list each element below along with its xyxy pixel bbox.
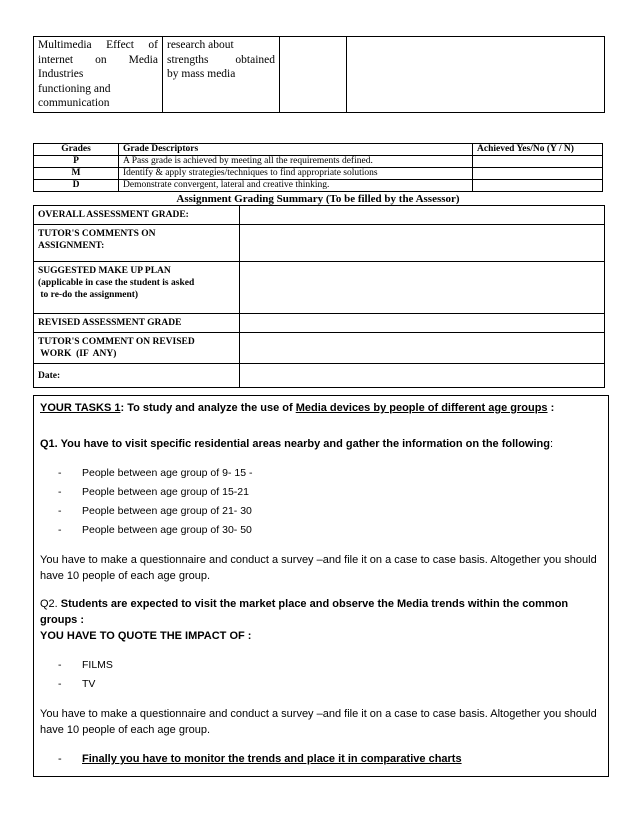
q2-impact-heading: YOU HAVE TO QUOTE THE IMPACT OF :: [40, 630, 252, 642]
grade-descriptor: A Pass grade is achieved by meeting all the requirements defined.: [119, 156, 473, 168]
dash-bullet: -: [58, 659, 62, 671]
dash-bullet: -: [58, 467, 62, 479]
grade-descriptor: Demonstrate convergent, lateral and creative thinking.: [119, 180, 473, 192]
achieved-header: Achieved Yes/No (Y / N): [473, 144, 603, 156]
grades-table: [33, 143, 603, 192]
label-line: TUTOR'S COMMENT ON REVISED: [38, 337, 195, 347]
list-item: [58, 521, 602, 540]
q2-text: [40, 596, 602, 628]
cell-line: communication: [38, 97, 110, 110]
label-line: SUGGESTED MAKE UP PLAN: [38, 266, 171, 276]
makeup-plan-label: [34, 262, 240, 314]
list-item-text: FILMS: [82, 659, 113, 671]
achieved-cell[interactable]: [473, 156, 603, 168]
overall-grade-value[interactable]: [240, 206, 605, 225]
list-item-text: People between age group of 21- 30: [82, 505, 252, 517]
criteria-cell-task: [163, 37, 280, 113]
summary-row: [34, 225, 605, 262]
list-item: [58, 502, 602, 521]
final-task-text: Finally you have to monitor the trends and place it in comparative charts: [82, 753, 462, 765]
revised-grade-label: [34, 314, 240, 333]
list-item: [58, 750, 602, 769]
survey-instructions-1: You have to make a questionnaire and conduct a survey –and file it on a case to case basis. Altogether you should have 10 people of each age group.: [40, 554, 597, 582]
grades-header-row: [34, 144, 603, 156]
age-group-list: [40, 464, 602, 540]
summary-row: [34, 364, 605, 388]
cell-line: research about: [167, 39, 234, 51]
cell-line: functioning and: [38, 82, 111, 95]
dash-bullet: -: [58, 486, 62, 498]
label-line: to re-do the assignment): [38, 290, 139, 300]
q1-end: :: [549, 438, 554, 450]
q2-bold: Students are expected to visit the market place and observe the Media trends within the common groups :: [40, 598, 569, 626]
grade-row: [34, 156, 603, 168]
overall-grade-label: [34, 206, 240, 225]
tasks-heading-topic: Media devices by people of different age groups: [295, 402, 548, 414]
label-line: (applicable in case the student is asked: [38, 278, 195, 288]
dash-bullet: -: [58, 678, 62, 690]
grade-row: [34, 180, 603, 192]
criteria-table: [33, 36, 605, 113]
cell-line: strengths obtained: [167, 53, 275, 66]
list-item-text: TV: [82, 678, 96, 690]
grade-letter: M: [34, 168, 119, 180]
achieved-cell[interactable]: [473, 168, 603, 180]
label-line: Date:: [38, 370, 61, 381]
dash-bullet: -: [58, 524, 62, 536]
grading-summary-table: [33, 205, 605, 388]
date-label: [34, 364, 240, 388]
cell-line: Multimedia Effect of: [38, 39, 158, 51]
label-line: WORK (IF ANY): [38, 349, 117, 359]
label-line: REVISED ASSESSMENT GRADE: [38, 318, 182, 328]
final-task-list: [40, 750, 602, 769]
list-item: [58, 656, 602, 675]
dash-bullet: -: [58, 505, 62, 517]
revised-grade-value[interactable]: [240, 314, 605, 333]
media-list: [40, 656, 602, 694]
criteria-cell-empty: [347, 37, 605, 113]
list-item: [58, 483, 602, 502]
summary-row: [34, 262, 605, 314]
q2-prefix: Q2.: [40, 598, 61, 610]
label-line: ASSIGNMENT:: [38, 241, 105, 251]
revised-comment-label: [34, 333, 240, 364]
date-value[interactable]: [240, 364, 605, 388]
achieved-cell[interactable]: [473, 180, 603, 192]
tutor-comments-value[interactable]: [240, 225, 605, 262]
grade-descriptor: Identify & apply strategies/techniques to find appropriate solutions: [119, 168, 473, 180]
summary-row: [34, 206, 605, 225]
cell-line: by mass media: [167, 68, 236, 81]
tasks-heading-text: : To study and analyze the use of: [120, 402, 296, 414]
cell-line: internet on Media: [38, 53, 158, 66]
q1-bold: Q1. You have to visit specific residential areas nearby and gather the information on the following: [40, 438, 550, 450]
dash-bullet: -: [58, 753, 62, 765]
list-item-text: People between age group of 9- 15 -: [82, 467, 253, 479]
tasks-heading: [40, 400, 602, 416]
criteria-cell-learning-outcome: [34, 37, 163, 113]
list-item: [58, 464, 602, 483]
tasks-heading-end: :: [547, 402, 555, 414]
grade-descriptors-header: Grade Descriptors: [119, 144, 473, 156]
list-item-text: People between age group of 30- 50: [82, 524, 252, 536]
label-line: OVERALL ASSESSMENT GRADE:: [38, 210, 189, 220]
q1-text: [40, 436, 602, 452]
tasks-label: YOUR TASKS 1: [40, 402, 121, 414]
summary-row: [34, 314, 605, 333]
list-item-text: People between age group of 15-21: [82, 486, 249, 498]
criteria-row: [34, 37, 605, 113]
survey-instructions-2: You have to make a questionnaire and conduct a survey –and file it on a case to case basis. Altogether you should have 10 people of each age group.: [40, 708, 597, 736]
grade-row: [34, 168, 603, 180]
revised-comment-value[interactable]: [240, 333, 605, 364]
list-item: [58, 675, 602, 694]
label-line: TUTOR'S COMMENTS ON: [38, 229, 156, 239]
grades-header: Grades: [34, 144, 119, 156]
summary-row: [34, 333, 605, 364]
cell-line: Industries: [38, 68, 84, 81]
tutor-comments-label: [34, 225, 240, 262]
summary-title: Assignment Grading Summary (To be filled by the Assessor): [176, 193, 460, 205]
tasks-box: [33, 395, 609, 777]
grade-letter: P: [34, 156, 119, 168]
grade-letter: D: [34, 180, 119, 192]
makeup-plan-value[interactable]: [240, 262, 605, 314]
criteria-cell-empty: [280, 37, 347, 113]
